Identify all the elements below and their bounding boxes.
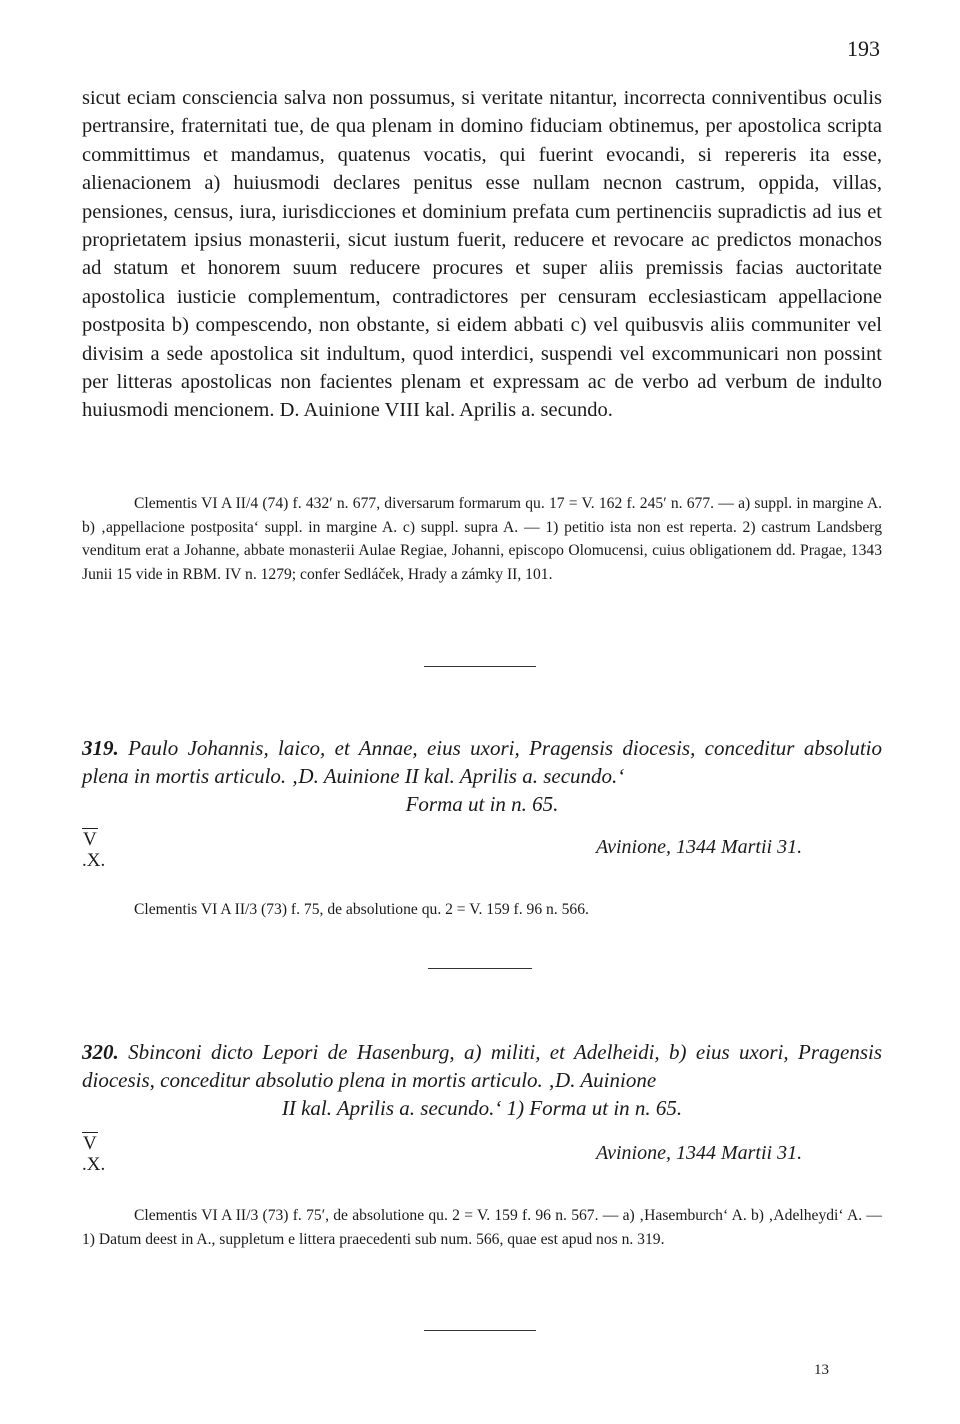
signature-mark-x: .X. bbox=[82, 850, 106, 871]
entry-title: Paulo Johannis, laico, et Annae, eius uxori, Pragensis diocesis, conceditur absolutio plena in mortis articulo. ‚D. Auinione II kal. Aprilis a. secundo.‘ bbox=[82, 736, 883, 788]
entry-title: Sbinconi dicto Lepori de Hasenburg, a) militi, et Adelheidi, b) eius uxori, Pragensis diocesis, conceditur absolutio plena in mortis articulo. ‚D. Auinione bbox=[82, 1040, 882, 1092]
entry-320-signature bbox=[82, 1132, 105, 1175]
signature-mark-v: V bbox=[83, 829, 97, 850]
footnote-paragraph: Clementis VI A II/3 (73) f. 75′, de absolutione qu. 2 = V. 159 f. 96 n. 567. — a) ‚Hasemburch‘ A. b) ‚Adelheydi‘ A. — 1) Datum deest in A., suppletum e littera praecedenti sub num. 566, quae est apud nos n. 319. bbox=[82, 1207, 882, 1248]
signature-mark-v: V bbox=[83, 1133, 97, 1154]
entry-number: 319. bbox=[82, 736, 119, 760]
entry-forma: Forma ut in n. 65. bbox=[405, 792, 559, 816]
entry-319-heading bbox=[82, 734, 882, 818]
footnote-paragraph: Clementis VI A II/3 (73) f. 75, de absolutione qu. 2 = V. 159 f. 96 n. 566. bbox=[134, 901, 589, 918]
entry-320-note bbox=[82, 1204, 882, 1251]
section-divider bbox=[424, 666, 536, 667]
section-divider bbox=[428, 968, 532, 969]
entry-319-place-date: Avinione, 1344 Martii 31. bbox=[596, 836, 803, 858]
entry-320-heading bbox=[82, 1038, 882, 1122]
main-paragraph: sicut eciam consciencia salva non possumus, si veritate nitantur, incorrecta conniventibus oculis pertransire, fraternitati tue, de qua plenam in domino fiduciam obtinemus, per apostolica scripta committimus et mandamus, quatenus vocatis, qui fuerint evocandi, si repereris ita esse, alienacionem a) huiusmodi declares penitus esse nullam necnon castrum, oppida, villas, pensiones, census, iura, iurisdicciones et dominium prefata cum pertinenciis supradictis ad ius et proprietatem ipsius monasterii, sicut iustum fuerit, reducere et revocare ac predictos monachos ad statum et honorem suum reducere procures et super aliis premissis facias auctoritate apostolica iusticie complementum, contradictores per censuram ecclesiasticam appellacione postposita b) compescendo, non obstante, si eidem abbati c) vel quibusvis aliis communiter vel divisim a sede apostolica sit indultum, quod interdici, suspendi vel excommunicari non possint per litteras apostolicas non facientes plenam et expressam ac de verbo ad verbum de indulto huiusmodi mencionem. D. Auinione VIII kal. Aprilis a. secundo. bbox=[82, 87, 882, 422]
entry-title-last-line: II kal. Aprilis a. secundo.‘ 1) Forma ut in n. 65. bbox=[281, 1096, 683, 1120]
sheet-signature: 13 bbox=[814, 1362, 829, 1378]
entry-number: 320. bbox=[82, 1040, 119, 1064]
signature-mark-x: .X. bbox=[82, 1154, 106, 1175]
footnote-paragraph: Clementis VI A II/4 (74) f. 432′ n. 677, diversarum formarum qu. 17 = V. 162 f. 245′ n. 677. — a) suppl. in margine A. b) ‚appellacione postposita‘ suppl. in margine A. c) suppl. supra A. — 1) petitio ista non est reperta. 2) castrum Landsberg venditum erat a Johanne, abbate monasterii Aulae Regiae, Johanni, episcopo Olomucensi, cuius obligationem dd. Pragae, 1343 Junii 15 vide in RBM. IV n. 1279; confer Sedláček, Hrady a zámky II, 101. bbox=[82, 495, 882, 583]
page-number: 193 bbox=[847, 36, 880, 61]
main-text-block bbox=[82, 84, 882, 425]
section-divider bbox=[424, 1330, 536, 1331]
entry-320-place-date: Avinione, 1344 Martii 31. bbox=[596, 1142, 803, 1164]
entry-319-signature bbox=[82, 828, 105, 871]
entry-319-note bbox=[82, 898, 882, 922]
footnotes-318 bbox=[82, 492, 882, 586]
